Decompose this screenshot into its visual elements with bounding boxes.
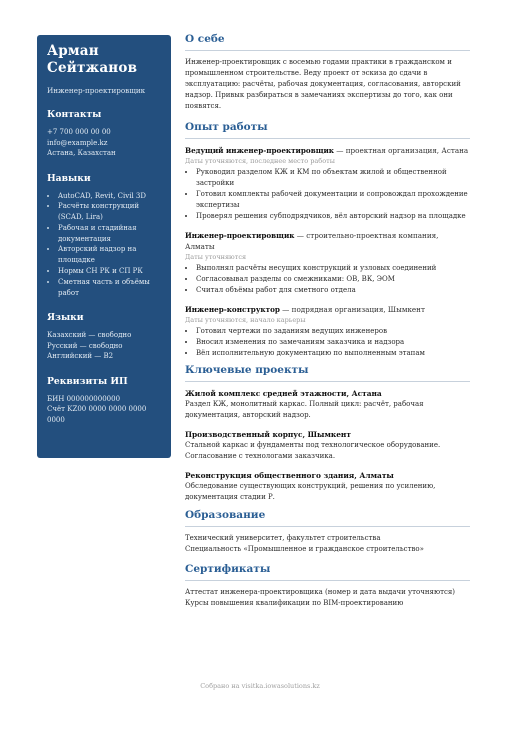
skill-item: • AutoCAD, Revit, Civil 3D	[58, 191, 161, 202]
job-org: — проектная организация, Астана	[334, 146, 469, 155]
skill-item: • Рабочая и стадийная документация	[58, 223, 161, 245]
job-bullet: • Проверял решения субподрядчиков, вёл авторский надзор на площадке	[196, 211, 470, 222]
job-dates: Даты уточняются, последнее место работы	[185, 157, 335, 165]
job-bullet: • Согласовывал разделы со смежниками: ОВ, ВК, ЭОМ	[196, 274, 470, 285]
job-role: Ведущий инженер-проектировщик	[185, 146, 334, 155]
name-last: Сейтжанов	[47, 60, 138, 76]
section-divider	[185, 580, 470, 581]
job-bullet: • Выполнял расчёты несущих конструкций и узловых соединений	[196, 263, 470, 274]
about-text: Инженер-проектировщик с восемью годами практики в гражданском и промышленном строительстве. Веду проект от эскиза до сдачи в эксплуатацию: расчёты, рабочая документация, согласования, авторский надзор. Привык разбираться в замечаниях экспертизы до того, как они появятся.	[185, 58, 461, 110]
footer-credit[interactable]: Собрано на visitka.iowasolutions.kz	[200, 682, 320, 690]
language-item: Казахский — свободно	[47, 331, 132, 340]
education-heading: Образование	[185, 509, 266, 521]
language-item: Английский — B2	[47, 352, 114, 361]
contact-phone[interactable]: +7 700 000 00 00	[47, 128, 111, 136]
skills-list	[47, 191, 161, 299]
language-item: Русский — свободно	[47, 341, 123, 350]
candidate-role: Инженер-проектировщик	[47, 86, 146, 95]
job-org: — подрядная организация, Шымкент	[279, 305, 425, 314]
skill-item: • Нормы СН РК и СП РК	[58, 266, 161, 277]
job-bullets	[185, 326, 470, 359]
contact-location: Астана, Казахстан	[47, 149, 116, 157]
contact-email[interactable]: info@example.kz	[47, 138, 108, 147]
section-divider	[185, 526, 470, 527]
project-title: Жилой комплекс средней этажности, Астана	[185, 389, 382, 398]
education-line: Специальность «Промышленное и гражданское строительство»	[185, 545, 424, 553]
project-title: Производственный корпус, Шымкент	[185, 430, 351, 439]
skills-heading: Навыки	[47, 172, 91, 184]
section-divider	[185, 138, 470, 139]
job-role: Инженер-проектировщик	[185, 231, 295, 240]
job-dates: Даты уточняются	[185, 253, 247, 261]
experience-heading: Опыт работы	[185, 121, 268, 133]
sidebar	[37, 35, 171, 458]
job-title	[185, 230, 470, 252]
project-text: Раздел КЖ, монолитный каркас. Полный цикл: расчёт, рабочая документация, авторский надзор.	[185, 400, 424, 419]
job-bullet: • Считал объёмы работ для сметного отдела	[196, 285, 470, 296]
requisite-bin: БИН 000000000000	[47, 394, 121, 403]
languages-heading: Языки	[47, 312, 84, 324]
skill-item: • Расчёты конструкций (SCAD, Lira)	[58, 201, 161, 223]
job-org: — строительно-проектная компания, Алматы	[185, 231, 439, 251]
candidate-name	[47, 43, 161, 77]
job-bullets	[185, 263, 470, 296]
project-title: Реконструкция общественного здания, Алматы	[185, 471, 394, 480]
skill-item: • Сметная часть и объёмы работ	[58, 277, 161, 299]
project-text: Стальной каркас и фундаменты под технологическое оборудование. Согласование с технологами заказчика.	[185, 441, 441, 460]
job-role: Инженер-конструктор	[185, 305, 280, 314]
projects-heading: Ключевые проекты	[185, 364, 309, 376]
education-line: Технический университет, факультет строительства	[185, 534, 381, 542]
name-first: Арман	[47, 43, 99, 59]
certificate-line: Курсы повышения квалификации по BIM-проектированию	[185, 599, 404, 607]
requisite-account: Счёт KZ00 0000 0000 0000 0000	[47, 405, 147, 424]
certificate-line: Аттестат инженера-проектировщика (номер и дата выдачи уточняются)	[185, 588, 456, 596]
section-divider	[185, 381, 470, 382]
requisites-heading: Реквизиты ИП	[47, 375, 128, 387]
job-title	[185, 304, 470, 315]
certificates-heading: Сертификаты	[185, 563, 271, 575]
section-divider	[185, 50, 470, 51]
job-bullet: • Готовил чертежи по заданиям ведущих инженеров	[196, 326, 470, 337]
skill-item: • Авторский надзор на площадке	[58, 244, 161, 266]
about-heading: О себе	[185, 33, 225, 45]
job-title	[185, 145, 470, 156]
main-content	[185, 33, 470, 609]
contacts-heading: Контакты	[47, 109, 102, 120]
job-dates: Даты уточняются, начало карьеры	[185, 316, 306, 324]
job-bullet: • Готовил комплекты рабочей документации и сопровождал прохождение экспертизы	[196, 189, 470, 211]
project-text: Обследование существующих конструкций, решения по усилению, документация стадии Р.	[185, 482, 436, 501]
job-bullet: • Вёл исполнительную документацию по выполненным этапам	[196, 348, 470, 359]
job-bullet: • Руководил разделом КЖ и КМ по объектам жилой и общественной застройки	[196, 167, 470, 189]
job-bullets	[185, 167, 470, 222]
job-bullet: • Вносил изменения по замечаниям заказчика и надзора	[196, 337, 470, 348]
